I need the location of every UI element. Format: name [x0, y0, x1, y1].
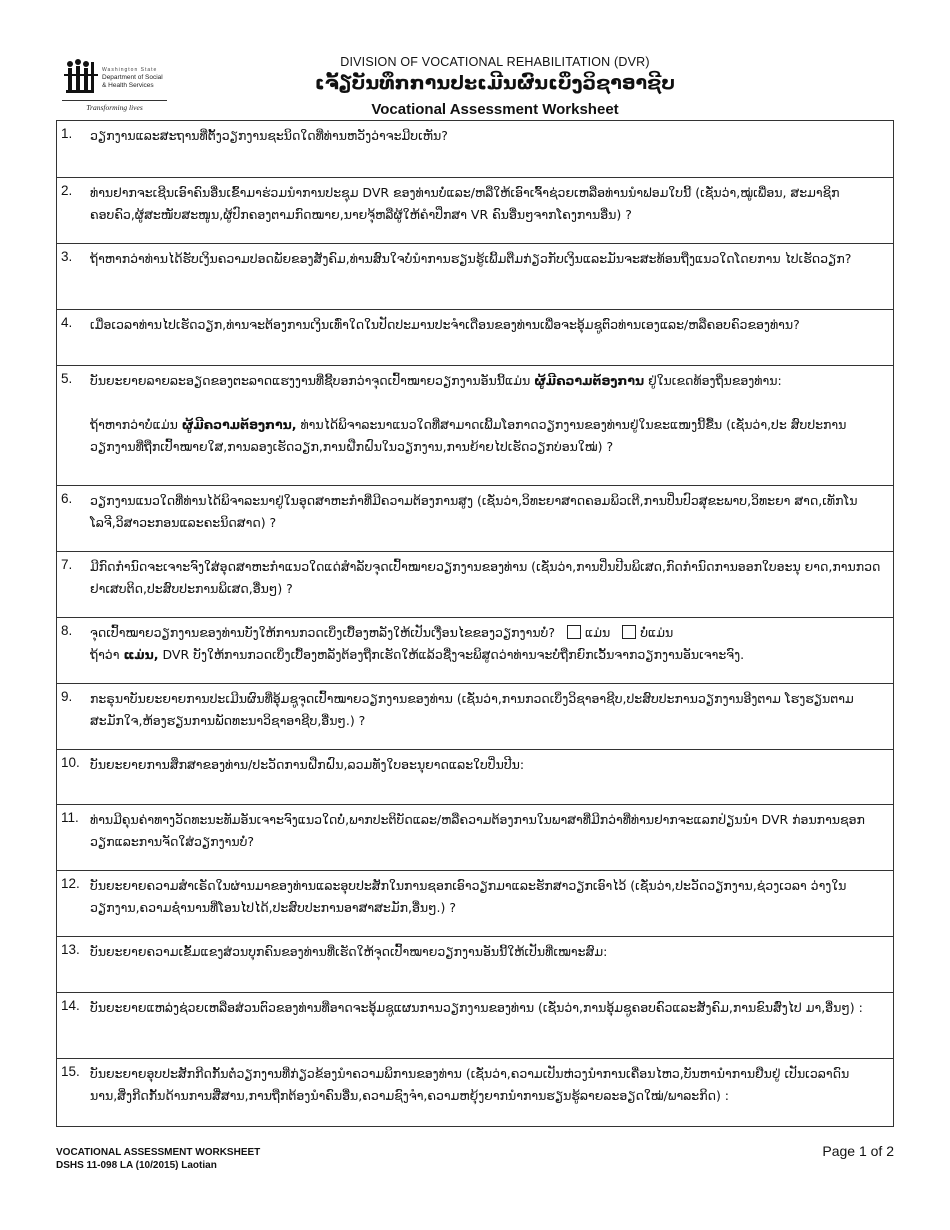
question-text: [90, 622, 883, 666]
question-text: ຖ້າຫາກວ່າທ່ານໄດ້ຮັບເງິນຄວາມປອດພັຍຂອງສັງຄົມ,ທ່ານສົນໃຈບໍ່ນຳການຮຽນຮູ້ເພີ້ມຕືມກ່ຽວກັບເງິນແລະມັນຈະສະທ້ອນຖືງແນວໃດໂດຍການ ໄປເຮັດວຽກ?: [90, 251, 852, 266]
question-number: 12.: [61, 876, 80, 891]
logo-tagline: Transforming lives: [86, 103, 143, 112]
title-lao: ເຈັ້ຽບັນທຶກການປະເມີນຜົນເບິ່ງວິຊາອາຊີບ: [314, 72, 676, 94]
q8-followup-b: DVR ບັງໃຫ້ການກວດເບິ່ງເບື້ອງຫລັງຕ້ອງຖືກເຮັດໃຫ້ແລ້ວຊື່ງຈະພິສູດວ່າທ່ານຈະບໍ່ຖືກຍົກເວັ້ນຈາກວຽກງານອັນເຈາະຈົງ.: [162, 647, 745, 662]
question-row-15[interactable]: [57, 1059, 893, 1126]
question-row-3[interactable]: [57, 244, 893, 310]
question-row-7[interactable]: [57, 552, 893, 618]
q5-text-a: ບັນຍະຍາຍລາຍລະອຽດຂອງຕະລາດແຮງງານທີ່ຊີ້ບອກວ່າຈຸດເປົ້າໝາຍວຽກງານອັນນີ້ແມ່ນ: [90, 373, 531, 388]
logo-line1: Department of Social: [102, 74, 163, 81]
no-checkbox[interactable]: [622, 625, 636, 639]
question-row-14[interactable]: [57, 993, 893, 1059]
question-number: 10.: [61, 755, 80, 770]
question-number: 9.: [61, 689, 73, 704]
question-row-10[interactable]: [57, 750, 893, 805]
q8-text: ຈຸດເປົ້າໝາຍວຽກງານຂອງທ່ານບັງໃຫ້ການກວດເບິ່ງເບື້ອງຫລັງໃຫ້ເປັນເງື່ອນໄຂຂອງວຽກງານບໍ່?: [90, 625, 556, 640]
question-row-2[interactable]: [57, 178, 893, 244]
question-row-6[interactable]: [57, 486, 893, 552]
question-number: 2.: [61, 183, 73, 198]
question-text: ເມື່ອເວລາທ່ານໄປເຮັດວຽກ,ທ່ານຈະຕ້ອງການເງິນເທົ່າໃດໃນປັດປະມານປະຈຳເດືອນຂອງທ່ານເພື່ອຈະອຸ້ມຊູຕົວທ່ານເອງແລະ/ຫລືຄອບຄົວຂອງທ່ານ?: [90, 317, 800, 332]
title-english: Vocational Assessment Worksheet: [371, 101, 619, 118]
question-text: ບັນຍະຍາຍອຸບປະສັກກີດກັ້ນຕໍ່ວຽກງານທີ່ກ່ຽວຂ້ອງນຳຄວາມພິການຂອງທ່ານ (ເຊັ່ນວ່າ,ຄວາມເປັນຫ່ວງນຳການເຄື່ອນໄຫວ,ບັນຫານຳການຢືນຢູ່ ເປັນເວລາດົນນານ,ສິ່ງກີດກັ້ນດ້ານການສື່ສານ,ການຖືກຕ້ອງນຳຄົນອື່ນ,ຄວາມຊົງຈຳ,ຄວາມຫຍຸ້ງຍາກນຳການຮຽນຮູ້ລາຍລະອຽດໃໝ່/ພາລະກິດ) :: [90, 1066, 850, 1103]
q5-text-b: ຢູ່ໃນເຂດທ້ອງຖິ່ນຂອງທ່ານ:: [648, 373, 782, 388]
page-number: Page 1 of 2: [822, 1143, 894, 1159]
q5-text-d: ທ່ານໄດ້ພິຈາລະນາແນວໃດທີ່ສາມາດເພີ້ມໂອກາດວຽກງານຂອງທ່ານຢູ່ໃນຂະແໜງນີ້ຂື້ນ (ເຊັ່ນວ່າ,ປະ ສົບປະການວຽກງານທີ່ຖືກເປົ້າໝາຍໃສ,ການລອງເຮັດວຽກ,ການຝືກຝົນໃນວຽກງານ,ການຍ້າຍໄປເຮັດວຽກບ່ອນໃໝ່) ?: [90, 417, 847, 454]
question-number: 15.: [61, 1064, 80, 1079]
question-row-13[interactable]: [57, 937, 893, 993]
form-code: DSHS 11-098 LA (10/2015) Laotian: [56, 1160, 217, 1171]
question-number: 14.: [61, 998, 80, 1013]
question-number: 13.: [61, 942, 80, 957]
question-number: 11.: [61, 810, 79, 825]
question-text: ວຽກງານແນວໃດທີ່ທ່ານໄດ້ພິຈາລະນາຢູ່ໃນອຸດສາຫະກຳທີ່ມີຄວາມຕ້ອງການສູງ (ເຊັ່ນວ່າ,ວິທະຍາສາດຄອມພິວເຕີ,ການປິ່ນປົວສຸຂະພາບ,ວິທະຍາ ສາດ,ເທັກໂນໂລຈີ,ວິສາວະກອນແລະຄະນິດສາດ) ?: [90, 493, 858, 530]
q5-bold-demand: ຜູ້ມີຄວາມຕ້ອງການ: [534, 373, 645, 388]
question-row-8[interactable]: [57, 618, 893, 684]
division-heading: DIVISION OF VOCATIONAL REHABILITATION (DVR): [340, 55, 650, 69]
no-label: ບໍ່ແມ່ນ: [640, 625, 674, 640]
yes-label: ແມ່ນ: [585, 625, 611, 640]
question-row-12[interactable]: [57, 871, 893, 937]
question-text: ທ່ານຢາກຈະເຊີນເອົາຄົນອື່ນເຂົ້າມາຮ່ວມນຳການປະຊຸມ DVR ຂອງທ່ານບໍ່ແລະ/ຫລືໃຫ້ເອົາເຈົ້າຊ່ວຍເຫລືອທ່ານນຳຟອມໃບນີ້ (ເຊັ່ນວ່າ,ໝູ່ເພື່ອນ, ສະມາຊິກຄອບຄົວ,ຜູ້ສະໜັບສະໜູນ,ຜູ້ປົກຄອງຕາມກົດໝາຍ,ນາຍຈຸ້ຫລືຜູ້ໃຫ້ຄຳປຶກສາ VR ຄົນອື່ນໆຈາກໂຄງການອື່ນ) ?: [90, 185, 840, 222]
question-number: 8.: [61, 623, 73, 638]
question-text: ມີກົດກຳນົດຈະເຈາະຈົງໃສ່ອຸດສາຫະກຳແນວໃດແດ່ສຳລັບຈຸດເປົ້າໝາຍວຽກງານຂອງທ່ານ (ເຊັ່ນວ່າ,ການປິ່ນປີນພິເສດ,ກົດກຳນົດການອອກໃບອະນຸ ຍາດ,ການກວດຢາເສບຕິດ,ປະສົບປະການພິເສດ,ອື່ນໆ) ?: [90, 559, 881, 596]
question-number: 4.: [61, 315, 73, 330]
question-text: ກະຣຸນາບັນຍະຍາຍການປະເມີນຜົນທີ່ອຸ້ມຊູຈຸດເປົ້າໝາຍວຽກງານຂອງທ່ານ (ເຊັ່ນວ່າ,ການກວດເບິ່ງວິຊາອາຊີບ,ປະສົບປະການວຽກງານອີງຕາມ ໂຮງຮຽນຕາມສະມັກໃຈ,ຫ້ອງຮຽນການພັດທະນາວິຊາອາຊີບ,ອື່ນໆ.) ?: [90, 691, 854, 728]
question-table: [56, 120, 894, 1127]
question-text: ທ່ານມີຄຸນຄ່າທາງວັດທະນະທັມອັນເຈາະຈົງແນວໃດບໍ່,ພາກປະຕິບັດແລະ/ຫລືຄວາມຕ້ອງການໃນພາສາທີ່ມີກວ່າທີ່ທ່ານຢາກຈະແລກປ່ຽນນຳ DVR ກ່ອນການຊອກວຽກແລະການຈັດໃສ່ວຽກງານບໍ່?: [90, 812, 865, 849]
question-row-4[interactable]: [57, 310, 893, 366]
question-number: 1.: [61, 126, 73, 141]
logo-line2: & Health Services: [102, 82, 154, 89]
q5-text-c: ຖ້າຫາກວ່າບໍ່ແມ່ນ: [90, 417, 178, 432]
q8-followup-a: ຖ້າວ່າ: [90, 647, 120, 662]
question-text: ບັນຍະຍາຍຄວາມສຳເຣັດໃນຜ່ານມາຂອງທ່ານແລະອຸບປະສັກໃນການຊອກເອົາວຽກມາແລະຮັກສາວຽກເອົາໄວ້ (ເຊັ່ນວ່າ,ປະວັດວຽກງານ,ຊ່ວງເວລາ ວ່າງໃນວຽກງານ,ຄວາມຊຳນານທີ່ໂອນໄປໄດ້,ປະສົບປະການອາສາສະມັກ,ອື່ນໆ.) ?: [90, 878, 847, 915]
question-row-9[interactable]: [57, 684, 893, 750]
yes-checkbox[interactable]: [567, 625, 581, 639]
question-number: 5.: [61, 371, 73, 386]
question-number: 3.: [61, 249, 73, 264]
question-text: ບັນຍະຍາຍແຫລ່ງຊ່ວຍເຫລືອສ່ວນຕົວຂອງທ່ານທີ່ອາດຈະອຸ້ມຊູແຜນການວຽກງານຂອງທ່ານ (ເຊັ່ນວ່າ,ການອຸ້ມຊູຄອບຄົວແລະສັງຄົມ,ການຂົນສົ່ງໄປ ມາ,ອື່ນໆ) :: [90, 1000, 863, 1015]
q5-bold-demand-2: ຜູ້ມີຄວາມຕ້ອງການ,: [181, 417, 297, 432]
q5-followup: [90, 414, 883, 458]
question-number: 7.: [61, 557, 73, 572]
form-footer: [56, 1146, 260, 1172]
q8-bold-yes: ແມ່ນ,: [123, 647, 159, 662]
form-name: VOCATIONAL ASSESSMENT WORKSHEET: [56, 1147, 261, 1158]
question-text: ວຽກງານແລະສະຖານທີ່ຕັ້ງວຽກງານຊະນິດໃດທີ່ທ່ານຫວັງວ່າຈະມີບເຫັນ?: [90, 128, 448, 143]
question-text: ບັນຍະຍາຍການສຶກສາຂອງທ່ານ/ປະວັດການຝືກຝົນ,ລວມທັງໃບອະນຸຍາດແລະໃບປິ່ນປີນ:: [90, 757, 525, 772]
question-row-5[interactable]: [57, 366, 893, 486]
logo-state: Washington State: [102, 67, 158, 73]
question-row-1[interactable]: [57, 121, 893, 178]
question-text: [90, 370, 883, 458]
question-number: 6.: [61, 491, 73, 506]
question-row-11[interactable]: [57, 805, 893, 871]
question-text: ບັນຍະຍາຍຄວາມເຂັ້ມແຂງສ່ວນບຸກຄົນຂອງທ່ານທີ່ເຮັດໃຫ້ຈຸດເປົ້າໝາຍວຽກງານອັນນີ້ໃຫ້ເປັນທີ່ເໝາະສົມ:: [90, 944, 608, 959]
